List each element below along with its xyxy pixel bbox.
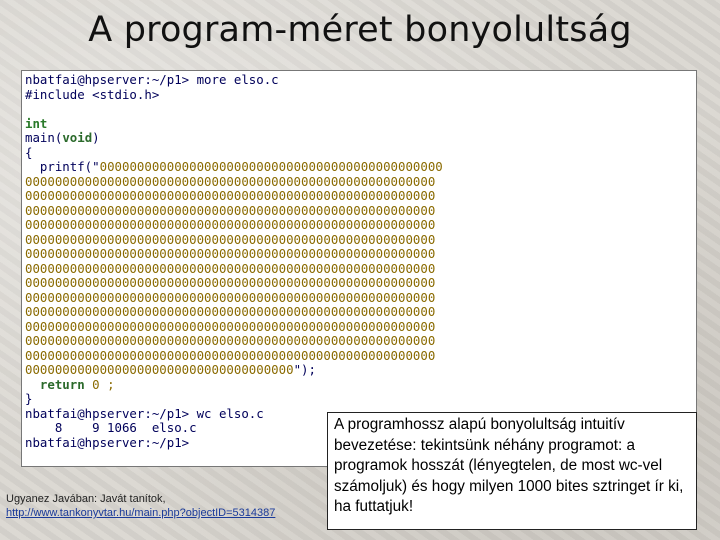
terminal-prompt-final: nbatfai@hpserver:~/p1> bbox=[25, 434, 190, 450]
code-main-line bbox=[25, 131, 696, 146]
caption bbox=[6, 492, 321, 520]
code-zero-line: 0000000000000000000000000000000000000000000000000000000 bbox=[25, 260, 436, 276]
code-keyword-int: int bbox=[25, 115, 48, 131]
caption-link[interactable]: http://www.tankonyvtar.hu/main.php?objectID=5314387 bbox=[6, 507, 276, 519]
code-zero-line: 0000000000000000000000000000000000000000000000000000000 bbox=[25, 318, 436, 334]
terminal-prompt-more: nbatfai@hpserver:~/p1> more elso.c bbox=[25, 72, 279, 87]
code-printf-prefix: printf(" bbox=[25, 159, 100, 174]
code-zero-line: 0000000000000000000000000000000000000000000000000000000 bbox=[25, 275, 436, 290]
code-keyword-return: return bbox=[25, 376, 85, 392]
code-zero-line: 0000000000000000000000000000000000000000000000000000000 bbox=[25, 347, 436, 363]
code-zero-line: 0000000000000000000000000000000000000000000000000000000 bbox=[25, 333, 436, 348]
code-include: #include <stdio.h> bbox=[25, 86, 160, 102]
code-brace-close: } bbox=[25, 391, 33, 406]
code-zero-line: 0000000000000000000000000000000000000000000000000000000 bbox=[25, 173, 436, 189]
code-main-close: ) bbox=[92, 130, 100, 145]
code-last-zero-line bbox=[25, 363, 696, 378]
code-return-line bbox=[25, 378, 696, 393]
terminal-wc-output: 8 9 1066 elso.c bbox=[25, 420, 197, 435]
terminal-screenshot bbox=[21, 70, 697, 467]
code-printf-line bbox=[25, 160, 696, 175]
code-zero-line: 0000000000000000000000000000000000000000000000000000000 bbox=[25, 188, 436, 203]
code-brace-open: { bbox=[25, 144, 33, 160]
code-printf-first-zeros: 0000000000000000000000000000000000000000000000 bbox=[99, 159, 443, 174]
code-zero-line: 0000000000000000000000000000000000000000000000000000000 bbox=[25, 202, 436, 218]
caption-text: Ugyanez Javában: Javát tanítok, bbox=[6, 493, 166, 505]
slide-title: A program-méret bonyolultság bbox=[88, 10, 632, 50]
code-last-zeros: 000000000000000000000000000000000000 bbox=[25, 362, 294, 377]
explanation-box: A programhossz alapú bonyolultság intuitív bevezetése: tekintsünk néhány programot: a programok hosszát (lényegtelen, de most wc-vel számoljuk) és hogy milyen 1000 bites sztringet ír ki, ha futtatjuk! bbox=[327, 412, 697, 530]
code-zero-line: 0000000000000000000000000000000000000000000000000000000 bbox=[25, 289, 436, 305]
code-main-name: main( bbox=[25, 130, 63, 145]
code-blank-line bbox=[25, 102, 696, 117]
code-return-value: 0 ; bbox=[84, 376, 115, 392]
code-zero-string-block bbox=[25, 175, 696, 364]
code-zero-line: 0000000000000000000000000000000000000000000000000000000 bbox=[25, 231, 436, 247]
code-printf-suffix: "); bbox=[293, 362, 316, 377]
terminal-prompt-wc: nbatfai@hpserver:~/p1> wc elso.c bbox=[25, 405, 264, 421]
code-zero-line: 0000000000000000000000000000000000000000000000000000000 bbox=[25, 304, 436, 319]
code-int-line bbox=[25, 117, 696, 132]
code-zero-line: 0000000000000000000000000000000000000000000000000000000 bbox=[25, 246, 436, 261]
code-keyword-void: void bbox=[62, 130, 93, 145]
code-zero-line: 0000000000000000000000000000000000000000000000000000000 bbox=[25, 217, 436, 232]
